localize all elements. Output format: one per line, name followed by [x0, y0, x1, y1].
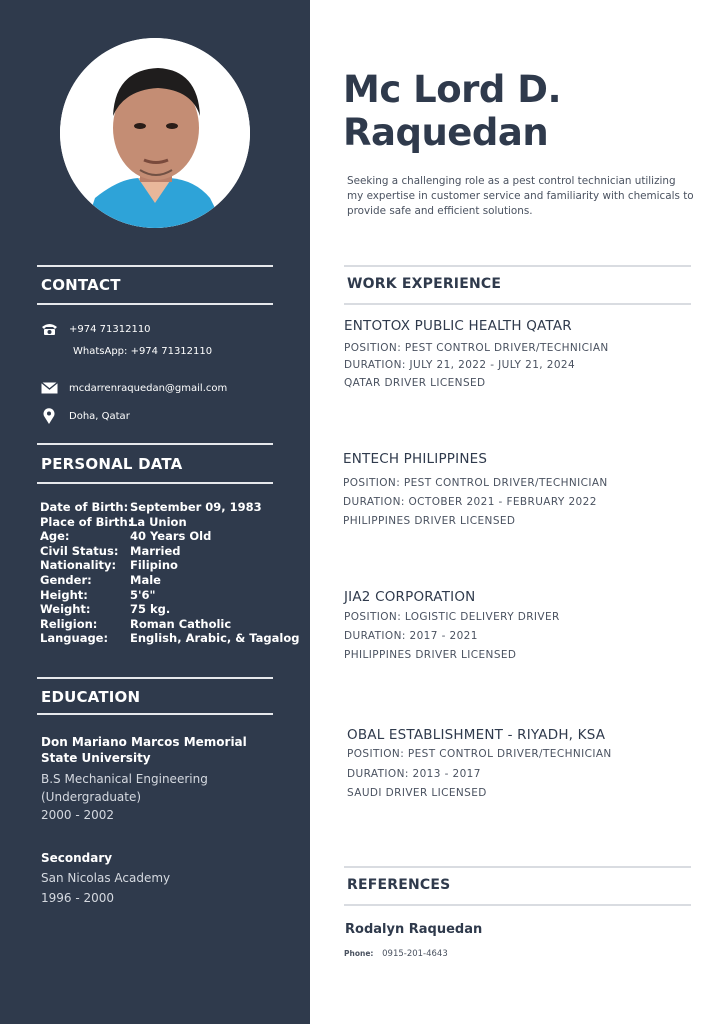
- job-license: QATAR DRIVER LICENSED: [344, 377, 486, 389]
- personal-data-heading: PERSONAL DATA: [41, 455, 183, 473]
- profile-photo: [60, 38, 250, 228]
- contact-heading: CONTACT: [41, 276, 121, 294]
- mail-icon: [40, 380, 58, 396]
- job-duration: DURATION: 2013 - 2017: [347, 768, 481, 780]
- job-company: ENTOTOX PUBLIC HEALTH QATAR: [344, 318, 572, 334]
- job-license: PHILIPPINES DRIVER LICENSED: [344, 649, 517, 661]
- personal-row-age: [40, 529, 299, 544]
- reference-phone-label: Phone:: [344, 949, 374, 958]
- weight-label: Weight:: [40, 602, 91, 617]
- dob-value: September 09, 1983: [130, 500, 262, 514]
- height-value: 5'6": [130, 587, 156, 602]
- contact-whatsapp: [73, 346, 212, 357]
- language-value: English, Arabic, & Tagalog: [130, 631, 300, 646]
- personal-row-height: [40, 588, 299, 603]
- college-years: 2000 - 2002: [41, 808, 115, 822]
- reference-phone-number: 0915-201-4643: [382, 949, 448, 959]
- reference-phone: [344, 949, 448, 959]
- personal-row-pob: [40, 515, 299, 530]
- divider: [37, 265, 273, 267]
- divider: [344, 303, 691, 305]
- college-degree: B.S Mechanical Engineering (Undergraduate): [41, 772, 208, 804]
- job-license: PHILIPPINES DRIVER LICENSED: [343, 515, 516, 527]
- name-line-1: Mc Lord D.: [343, 68, 562, 111]
- religion-value: Roman Catholic: [130, 616, 232, 631]
- divider: [37, 303, 273, 305]
- job-position: POSITION: LOGISTIC DELIVERY DRIVER: [344, 611, 560, 623]
- language-label: Language:: [40, 631, 109, 646]
- job-position: POSITION: PEST CONTROL DRIVER/TECHNICIAN: [343, 477, 608, 489]
- email-address: mcdarrenraquedan@gmail.com: [69, 382, 228, 394]
- age-value: 40 Years Old: [130, 529, 212, 544]
- personal-row-religion: [40, 617, 299, 632]
- secondary-years: 1996 - 2000: [41, 891, 115, 905]
- job-license: SAUDI DRIVER LICENSED: [347, 787, 487, 799]
- references-heading: REFERENCES: [347, 877, 451, 893]
- job-company: OBAL ESTABLISHMENT - RIYADH, KSA: [347, 727, 606, 743]
- divider: [344, 904, 691, 906]
- divider: [37, 677, 273, 679]
- personal-row-civil-status: [40, 544, 299, 559]
- personal-row-dob: [40, 500, 299, 515]
- whatsapp-number: WhatsApp: +974 71312110: [73, 346, 213, 357]
- divider: [37, 482, 273, 484]
- divider: [37, 713, 273, 715]
- nationality-value: Filipino: [130, 558, 178, 573]
- secondary-school: San Nicolas Academy: [41, 871, 171, 885]
- civil-status-value: Married: [130, 543, 181, 558]
- civil-status-label: Civil Status:: [40, 543, 119, 558]
- personal-row-gender: [40, 573, 299, 588]
- divider: [344, 265, 691, 267]
- job-company: JIA2 CORPORATION: [344, 589, 476, 605]
- contact-phone: [40, 321, 151, 337]
- dob-label: Date of Birth:: [40, 500, 129, 514]
- phone-number: +974 71312110: [69, 323, 151, 335]
- personal-data-list: [40, 500, 299, 646]
- gender-label: Gender:: [40, 572, 92, 587]
- contact-location: [40, 408, 130, 424]
- job-duration: DURATION: 2017 - 2021: [344, 630, 478, 642]
- age-label: Age:: [40, 529, 70, 544]
- nationality-label: Nationality:: [40, 558, 117, 573]
- job-duration: DURATION: OCTOBER 2021 - FEBRUARY 2022: [343, 496, 597, 508]
- height-label: Height:: [40, 587, 88, 602]
- personal-row-language: [40, 631, 299, 646]
- job-duration: DURATION: JULY 21, 2022 - JULY 21, 2024: [344, 359, 576, 371]
- location-pin-icon: [40, 408, 58, 424]
- pob-value: La Union: [130, 514, 187, 529]
- location-text: Doha, Qatar: [69, 410, 130, 422]
- secondary-label: Secondary: [41, 851, 113, 865]
- personal-row-weight: [40, 602, 299, 617]
- phone-icon: [40, 321, 58, 337]
- summary-text: Seeking a challenging role as a pest control technician utilizing my expertise in customer service and familiarity with chemicals to provide safe and efficient solutions.: [347, 175, 694, 217]
- job-position: POSITION: PEST CONTROL DRIVER/TECHNICIAN: [344, 342, 609, 354]
- college-school: Don Mariano Marcos Memorial State University: [41, 735, 247, 765]
- gender-value: Male: [130, 572, 161, 587]
- education-heading: EDUCATION: [41, 688, 141, 706]
- work-experience-heading: WORK EXPERIENCE: [347, 276, 502, 292]
- religion-label: Religion:: [40, 616, 98, 631]
- pob-label: Place of Birth:: [40, 514, 133, 529]
- page-title: [343, 68, 561, 154]
- divider: [37, 443, 273, 445]
- sidebar: [0, 0, 310, 1024]
- reference-name: Rodalyn Raquedan: [345, 922, 483, 937]
- contact-email: [40, 380, 227, 396]
- personal-row-nationality: [40, 558, 299, 573]
- job-company: ENTECH PHILIPPINES: [343, 451, 488, 467]
- divider: [344, 866, 691, 868]
- job-position: POSITION: PEST CONTROL DRIVER/TECHNICIAN: [347, 748, 612, 760]
- weight-value: 75 kg.: [130, 602, 171, 617]
- name-line-2: Raquedan: [343, 111, 549, 154]
